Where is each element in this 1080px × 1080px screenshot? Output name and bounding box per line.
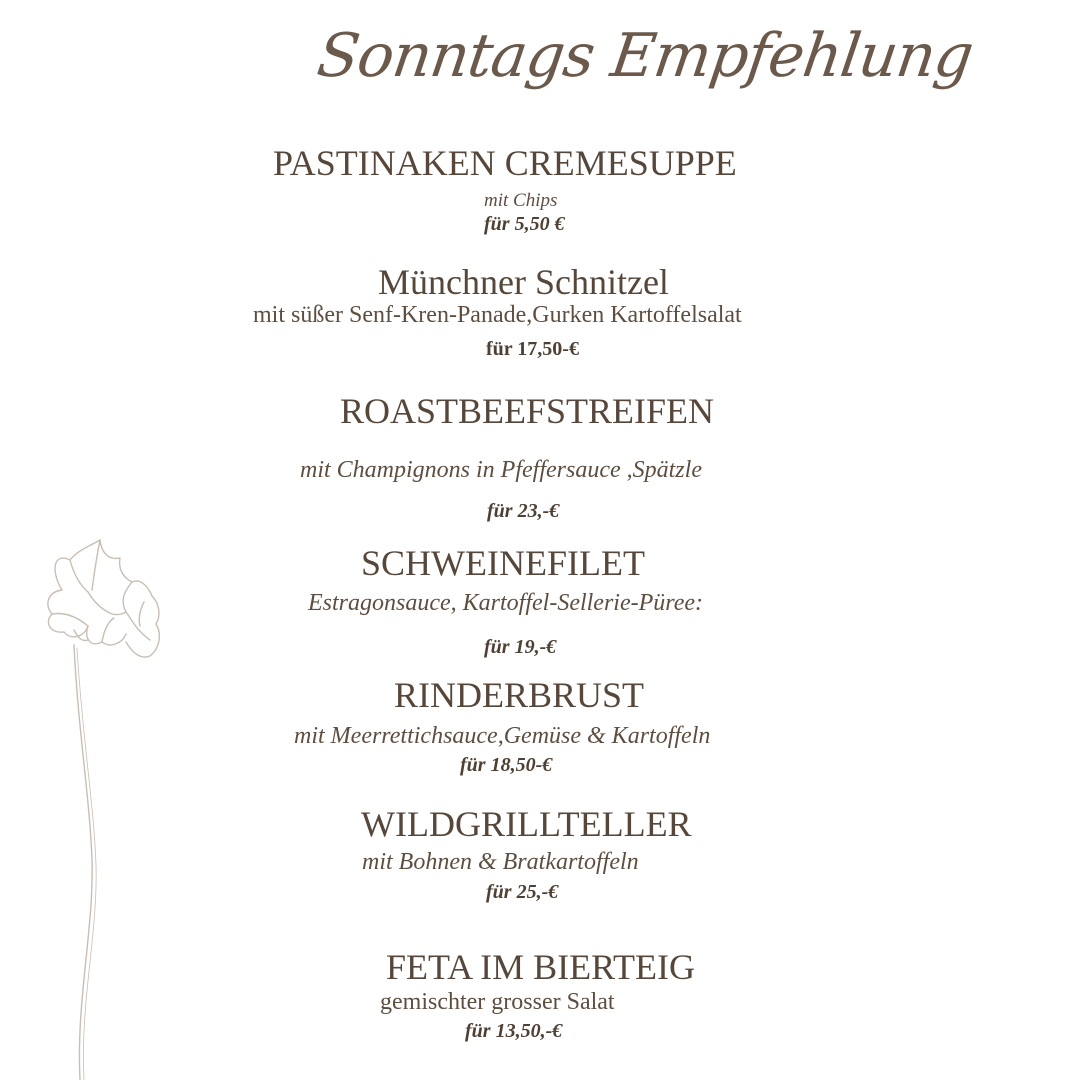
dish-description: mit süßer Senf-Kren-Panade,Gurken Kartoffelsalat bbox=[253, 302, 742, 328]
dish-price: für 18,50-€ bbox=[460, 754, 553, 776]
menu-title: Sonntags Empfehlung bbox=[313, 21, 977, 91]
dish-name: RINDERBRUST bbox=[394, 675, 645, 715]
dish-description: gemischter grosser Salat bbox=[380, 989, 615, 1015]
dish-price: für 19,-€ bbox=[484, 636, 557, 658]
dish-description: mit Chips bbox=[484, 190, 558, 211]
dish-name: Münchner Schnitzel bbox=[378, 262, 669, 302]
dish-price: für 25,-€ bbox=[486, 881, 559, 903]
dish-description: Estragonsauce, Kartoffel-Sellerie-Püree: bbox=[308, 590, 704, 616]
dish-price: für 17,50-€ bbox=[486, 338, 579, 360]
dish-name: FETA IM BIERTEIG bbox=[386, 947, 695, 987]
dish-name: WILDGRILLTELLER bbox=[361, 804, 692, 844]
dish-description: mit Meerrettichsauce,Gemüse & Kartoffeln bbox=[294, 723, 711, 749]
dish-description: mit Champignons in Pfeffersauce ,Spätzle bbox=[300, 457, 702, 483]
dish-name: SCHWEINEFILET bbox=[361, 543, 645, 583]
dish-name: ROASTBEEFSTREIFEN bbox=[340, 391, 715, 431]
dish-price: für 23,-€ bbox=[487, 500, 560, 522]
dish-name: PASTINAKEN CREMESUPPE bbox=[273, 143, 737, 183]
flower-icon bbox=[40, 530, 170, 1080]
dish-description: mit Bohnen & Bratkartoffeln bbox=[362, 849, 639, 875]
dish-price: für 5,50 € bbox=[484, 213, 565, 235]
dish-price: für 13,50,-€ bbox=[465, 1020, 563, 1042]
